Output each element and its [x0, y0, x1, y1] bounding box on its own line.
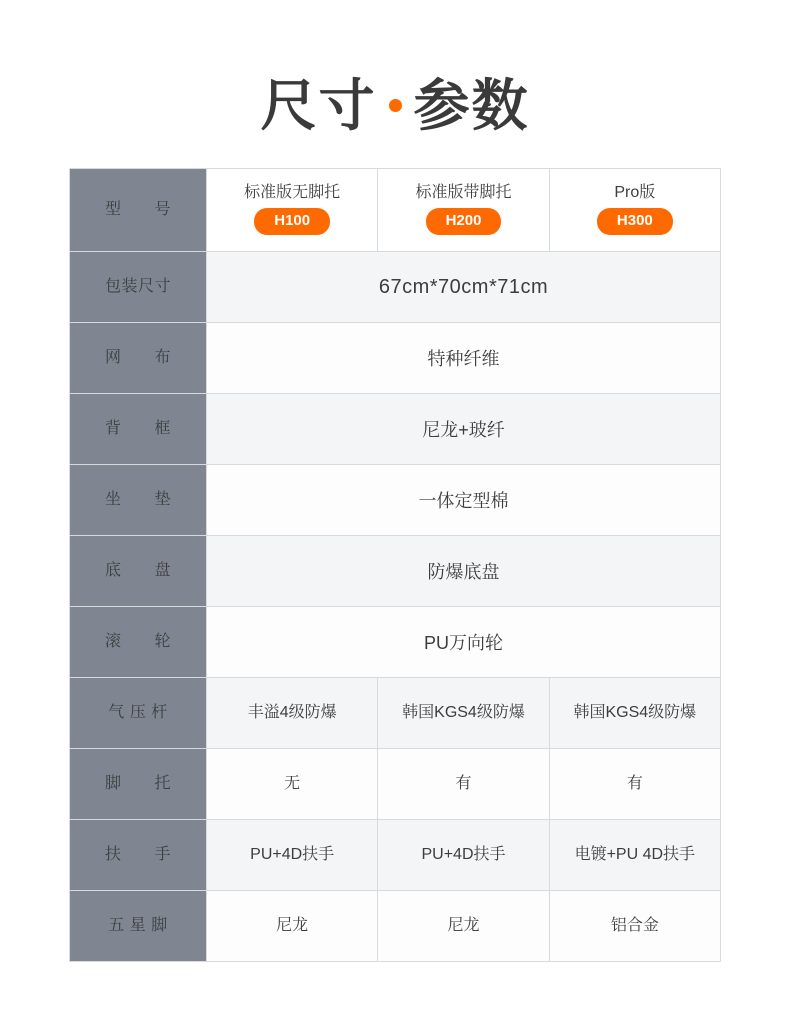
- row-value-gas-lift-3: 韩国KGS4级防爆: [549, 678, 720, 749]
- row-value-five-star-base-2: 尼龙: [378, 891, 549, 962]
- table-row: [70, 891, 721, 962]
- page-title-right: 参数: [413, 74, 530, 137]
- table-row: [70, 678, 721, 749]
- table-row: [70, 536, 721, 607]
- model-name-2: 标准版带脚托: [415, 184, 512, 202]
- row-label-mesh: 网 布: [70, 323, 207, 394]
- row-label-gas-lift: 气 压 杆: [70, 678, 207, 749]
- row-value-footrest-1: 无: [207, 749, 378, 820]
- row-value-package-size: 67cm*70cm*71cm: [207, 252, 721, 323]
- row-value-chassis: 防爆底盘: [207, 536, 721, 607]
- row-value-armrest-1: PU+4D扶手: [207, 820, 378, 891]
- page-title-text: [260, 74, 530, 137]
- model-badge-1: H100: [254, 208, 330, 235]
- page-title: [0, 0, 790, 168]
- row-label-casters: 滚 轮: [70, 607, 207, 678]
- model-cell-1: [207, 169, 378, 252]
- model-cell-2: [378, 169, 549, 252]
- model-badge-3: H300: [597, 208, 673, 235]
- table-row: [70, 820, 721, 891]
- row-value-armrest-3: 电镀+PU 4D扶手: [549, 820, 720, 891]
- row-label-chassis: 底 盘: [70, 536, 207, 607]
- row-label-five-star-base: 五 星 脚: [70, 891, 207, 962]
- row-value-armrest-2: PU+4D扶手: [378, 820, 549, 891]
- table-row: [70, 252, 721, 323]
- table-row-header: [70, 169, 721, 252]
- row-value-footrest-3: 有: [549, 749, 720, 820]
- table-row: [70, 394, 721, 465]
- model-badge-2: H200: [426, 208, 502, 235]
- spec-table: [69, 168, 721, 962]
- row-value-seat-cushion: 一体定型棉: [207, 465, 721, 536]
- model-name-3: Pro版: [614, 184, 656, 202]
- row-value-gas-lift-2: 韩国KGS4级防爆: [378, 678, 549, 749]
- row-label-footrest: 脚 托: [70, 749, 207, 820]
- table-row: [70, 749, 721, 820]
- row-value-five-star-base-3: 铝合金: [549, 891, 720, 962]
- table-row: [70, 607, 721, 678]
- row-label-armrest: 扶 手: [70, 820, 207, 891]
- table-row: [70, 323, 721, 394]
- page-title-left: 尺寸: [260, 74, 377, 137]
- row-label-package-size: 包装尺寸: [70, 252, 207, 323]
- row-value-gas-lift-1: 丰溢4级防爆: [207, 678, 378, 749]
- row-value-casters: PU万向轮: [207, 607, 721, 678]
- table-row: [70, 465, 721, 536]
- row-label-model: 型 号: [70, 169, 207, 252]
- row-value-backframe: 尼龙+玻纤: [207, 394, 721, 465]
- row-value-footrest-2: 有: [378, 749, 549, 820]
- row-label-backframe: 背 框: [70, 394, 207, 465]
- title-dot-icon: [389, 99, 402, 112]
- row-label-seat-cushion: 坐 垫: [70, 465, 207, 536]
- row-value-mesh: 特种纤维: [207, 323, 721, 394]
- model-cell-3: [549, 169, 720, 252]
- row-value-five-star-base-1: 尼龙: [207, 891, 378, 962]
- model-name-1: 标准版无脚托: [244, 184, 341, 202]
- spec-table-body: [70, 169, 721, 962]
